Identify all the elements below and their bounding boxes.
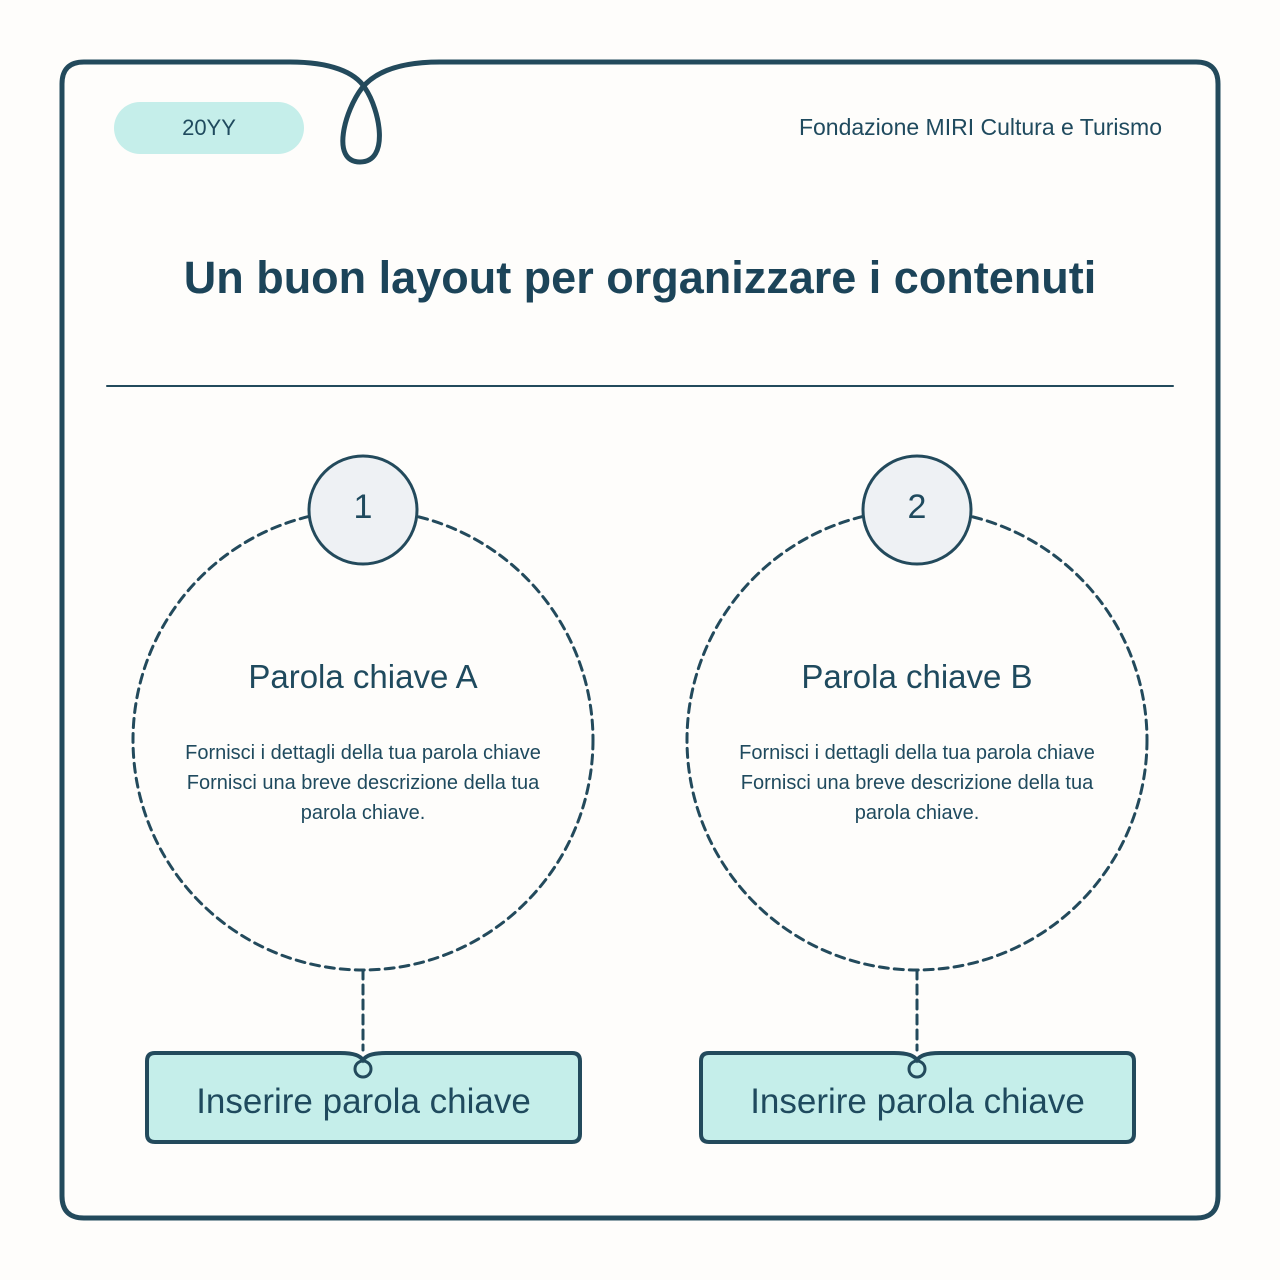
- keyword-box-label-1: Inserire parola chiave: [196, 1082, 531, 1121]
- keyword-description-1: Fornisci i dettagli della tua parola chiave Fornisci una breve descrizione della tua parola chiave.: [185, 742, 541, 824]
- keyword-title-2: Parola chiave B: [801, 658, 1033, 695]
- outer-frame: [62, 62, 1218, 1218]
- item-number-1: 1: [353, 488, 373, 526]
- keyword-description-2: Fornisci i dettagli della tua parola chiave Fornisci una breve descrizione della tua parola chiave.: [739, 742, 1095, 824]
- item-number-2: 2: [907, 488, 927, 526]
- keyword-box-label-2: Inserire parola chiave: [750, 1082, 1085, 1121]
- keyword-title-1: Parola chiave A: [248, 658, 478, 695]
- page-title: Un buon layout per organizzare i contenuti: [183, 252, 1097, 303]
- organization-name: Fondazione MIRI Cultura e Turismo: [798, 114, 1162, 140]
- year-badge: 20YY: [114, 102, 304, 154]
